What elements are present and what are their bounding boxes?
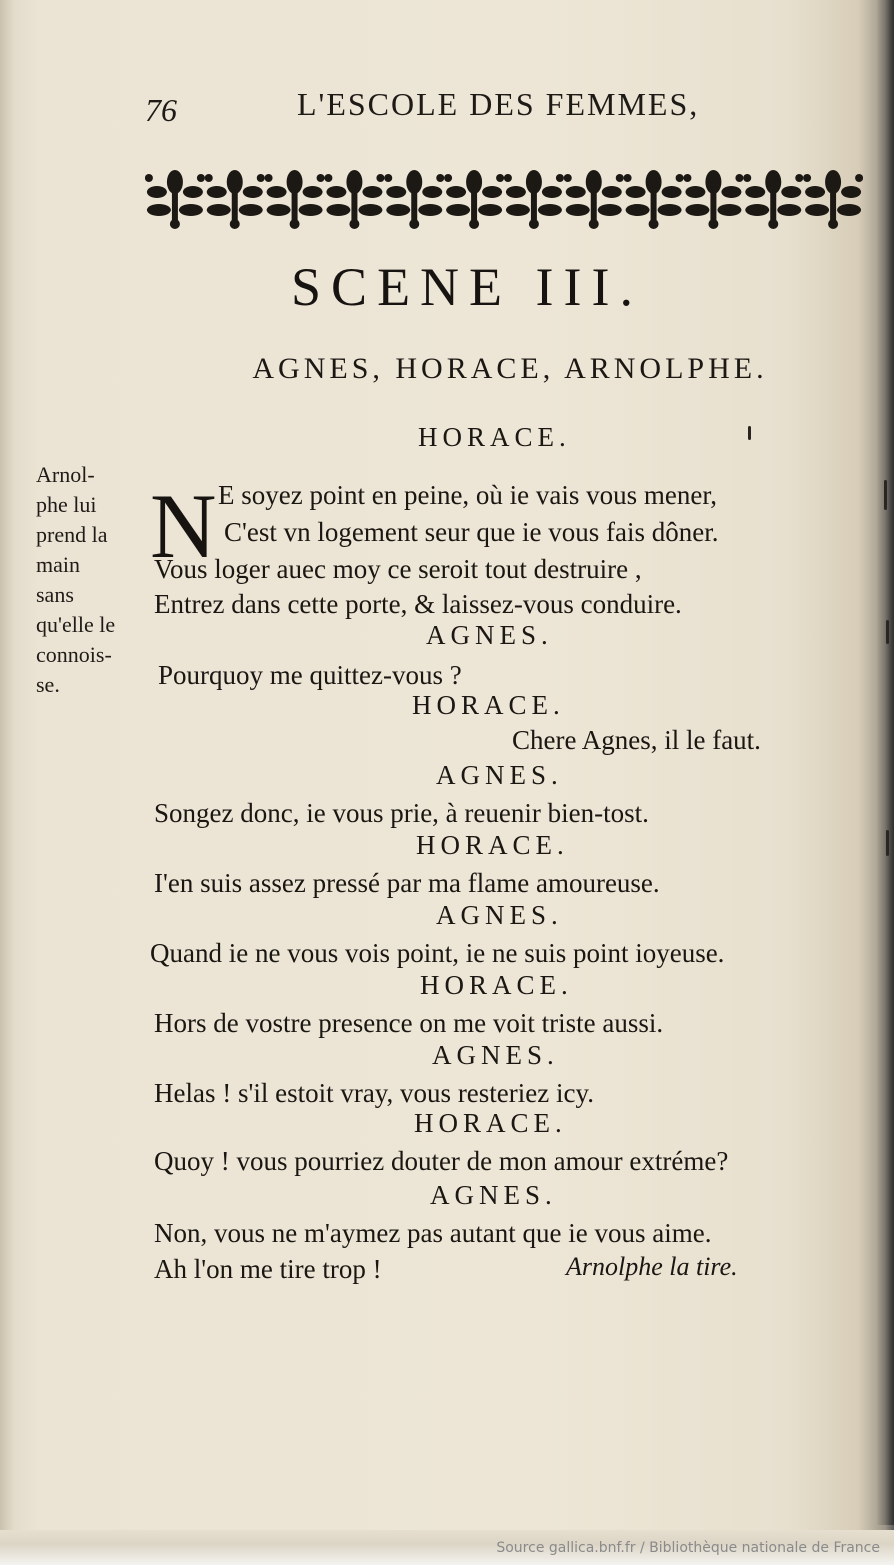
scene-title: SCENE III. (291, 257, 643, 317)
marginal-note-line: prend la (36, 522, 108, 547)
fleuron-icon (743, 170, 803, 229)
marginal-note-line: qu'elle le (36, 612, 116, 637)
speaker-horace: HORACE. (416, 830, 569, 860)
marginal-note-line: phe lui (36, 492, 97, 517)
speaker-agnes: AGNES. (436, 900, 563, 930)
stage-direction: Arnolphe la tire. (566, 1252, 738, 1281)
scene-characters: AGNES, HORACE, ARNOLPHE. (252, 352, 768, 385)
spine-shadow (876, 0, 894, 1525)
verse-line: Ah l'on me tire trop ! (154, 1254, 382, 1284)
verse-line: Pourquoy me quittez-vous ? (158, 660, 462, 690)
marginal-note-line: main (36, 552, 80, 577)
verse-line: C'est vn logement seur que ie vous fais dôner. (224, 517, 719, 547)
drop-cap: N (150, 475, 217, 577)
marginal-note-line: connois- (36, 642, 112, 667)
verse-line: Helas ! s'il estoit vray, vous resteriez icy. (154, 1078, 594, 1108)
running-title: L'ESCOLE DES FEMMES, (297, 86, 700, 122)
marginal-note-line: Arnol- (36, 462, 95, 487)
fleuron-icon (504, 170, 564, 229)
marginal-stage-note (36, 460, 146, 700)
speaker-horace: HORACE. (420, 970, 573, 1000)
speaker-horace: HORACE. (414, 1108, 567, 1138)
verse-line: Entrez dans cette porte, & laissez-vous conduire. (154, 589, 682, 619)
fleuron-icon (444, 170, 504, 229)
marginal-note-line: sans (36, 582, 74, 607)
verse-line: Quand ie ne vous vois point, ie ne suis point ioyeuse. (150, 938, 725, 968)
fleuron-icon (265, 170, 325, 229)
fleuron-icon (803, 170, 863, 229)
fleuron-icon (324, 170, 384, 229)
speaker-horace: HORACE. (412, 690, 565, 720)
speaker-horace: HORACE. (418, 422, 571, 452)
speaker-agnes: AGNES. (436, 760, 563, 790)
fleuron-icon (384, 170, 444, 229)
fleuron-icon (564, 170, 624, 229)
fleuron-icon (624, 170, 684, 229)
verse-line: Songez donc, ie vous prie, à reuenir bien-tost. (154, 798, 649, 828)
source-credit: Source gallica.bnf.fr / Bibliothèque nationale de France (496, 1540, 880, 1556)
verse-line: E soyez point en peine, où ie vais vous mener, (218, 480, 718, 510)
verse-line: Chere Agnes, il le faut. (512, 725, 761, 755)
running-head (145, 86, 865, 136)
fleuron-icon (205, 170, 265, 229)
verse-line: Non, vous ne m'aymez pas autant que ie vous aime. (154, 1218, 712, 1248)
verse-line: Hors de vostre presence on me voit triste aussi. (154, 1008, 664, 1038)
fleuron-icon (145, 170, 205, 229)
verse-line: Vous loger auec moy ce seroit tout destruire , (154, 554, 642, 584)
speaker-agnes: AGNES. (432, 1040, 559, 1070)
ink-mark (748, 426, 751, 440)
fleuron-ornament-band (145, 160, 863, 232)
speaker-agnes: AGNES. (430, 1180, 557, 1210)
page-number: 76 (145, 92, 177, 128)
speaker-agnes: AGNES. (426, 620, 553, 650)
fleuron-icon (683, 170, 743, 229)
verse-line: Quoy ! vous pourriez douter de mon amour extréme? (154, 1146, 729, 1176)
marginal-note-line: se. (36, 672, 60, 697)
verse-line: I'en suis assez pressé par ma flame amoureuse. (154, 868, 660, 898)
